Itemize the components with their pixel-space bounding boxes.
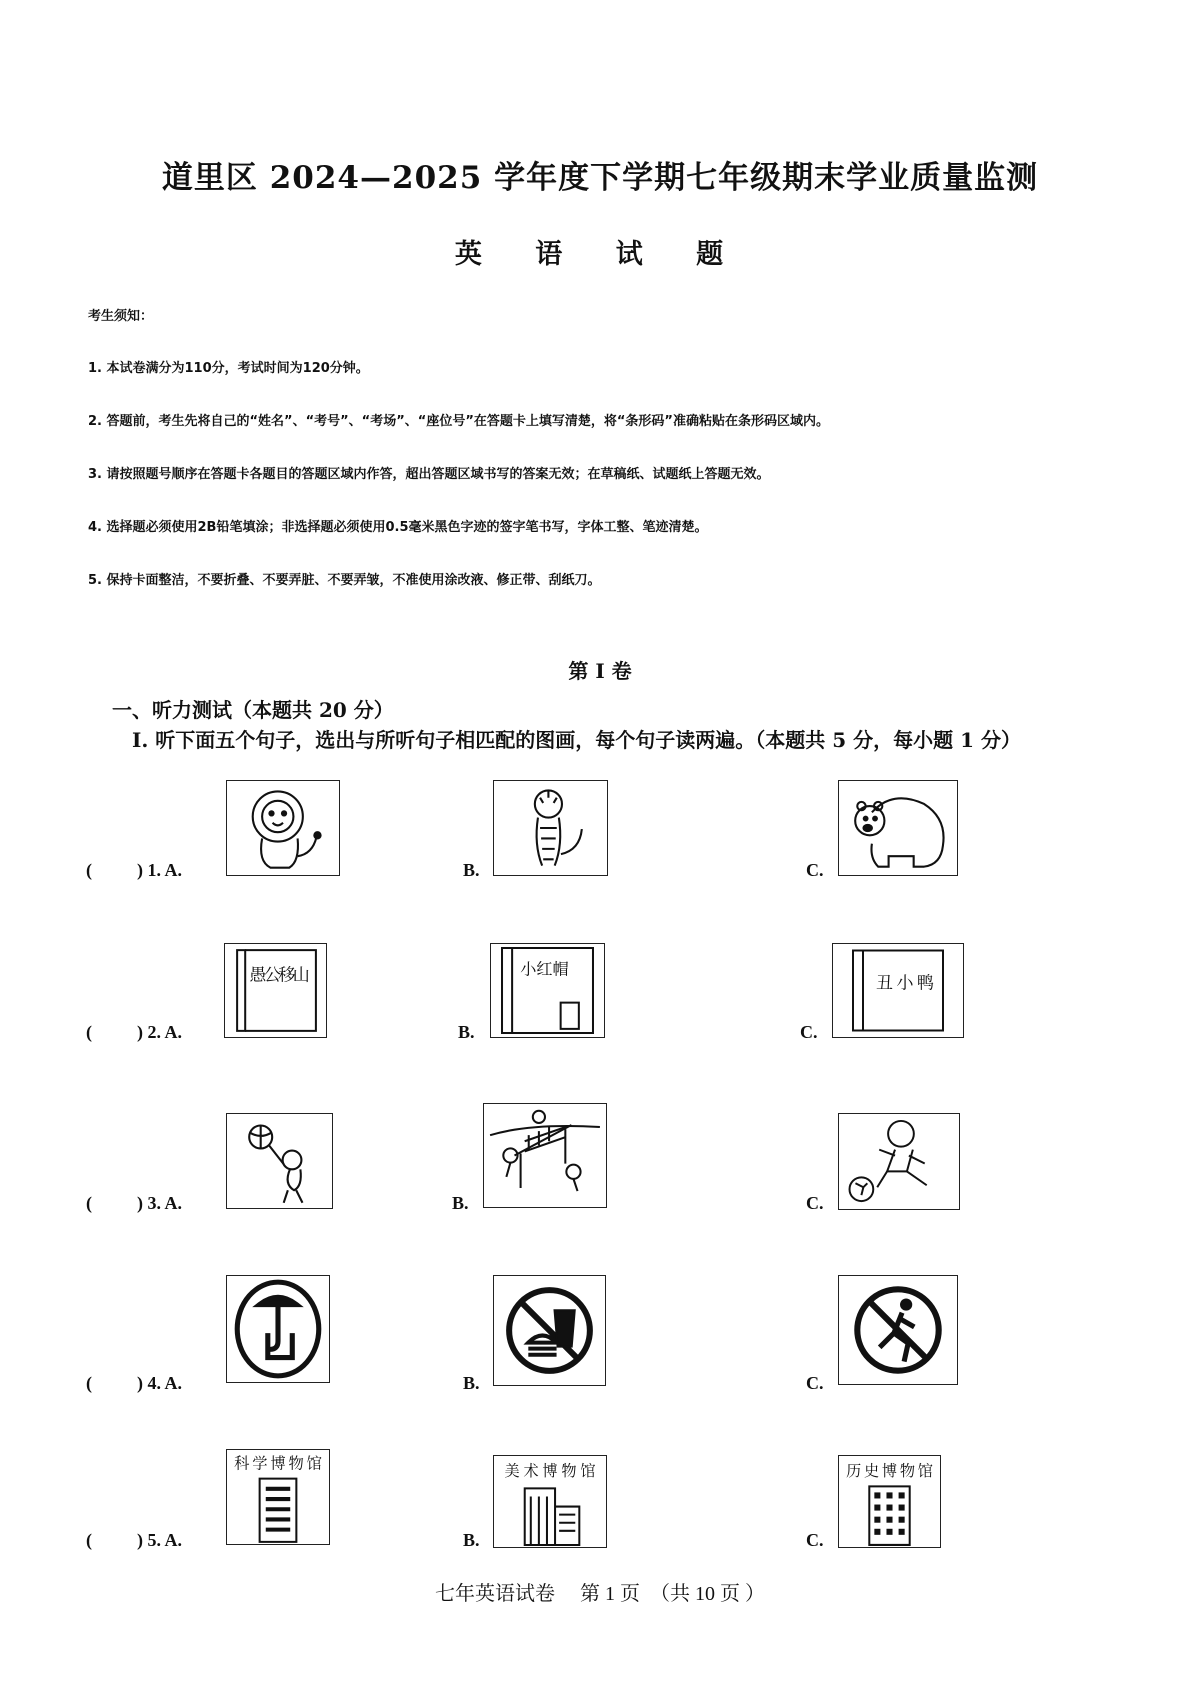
question-3-option-b: B. [452, 1193, 469, 1213]
book-icon[interactable] [490, 943, 605, 1038]
question-2-option-c: C. [800, 1022, 818, 1042]
building-icon[interactable] [493, 1455, 607, 1548]
lion-icon[interactable] [226, 780, 340, 876]
question-4-option-c: C. [806, 1373, 824, 1393]
no-running-sign-icon[interactable] [838, 1275, 958, 1385]
subject-title: 英 语 试 题 [454, 239, 746, 270]
question-1-option-b: B. [463, 860, 480, 880]
question-4-label: ( ) 4. A. [86, 1373, 182, 1393]
keep-dry-sign-icon[interactable] [226, 1275, 330, 1383]
question-1-label: ( ) 1. A. [86, 860, 182, 880]
question-3-label: ( ) 3. A. [86, 1193, 182, 1213]
no-food-sign-icon[interactable] [493, 1275, 606, 1386]
museum-a-name: 科学博物馆 [234, 1454, 322, 1473]
book-icon[interactable] [832, 943, 964, 1038]
notice-item-3: 3. 请按照题号顺序在答题卡各题目的答题区域内作答，超出答题区域书写的答案无效；在草稿纸、试题纸上答题无效。 [88, 467, 770, 482]
question-5-option-b: B. [463, 1530, 480, 1550]
part-title: 第 I 卷 [568, 659, 632, 683]
bear-icon[interactable] [838, 780, 958, 876]
soccer-icon[interactable] [838, 1113, 960, 1210]
question-3-option-c: C. [806, 1193, 824, 1213]
question-2-option-b: B. [458, 1022, 475, 1042]
museum-c-name: 历史博物馆 [846, 1462, 933, 1481]
book-b-title: 小红帽 [520, 959, 569, 979]
tiger-icon[interactable] [493, 780, 608, 876]
notice-item-5: 5. 保持卡面整洁，不要折叠、不要弄脏、不要弄皱，不准使用涂改液、修正带、刮纸刀。 [88, 573, 601, 588]
notice-item-1: 1. 本试卷满分为110分，考试时间为120分钟。 [88, 361, 369, 376]
notice-heading: 考生须知： [88, 309, 154, 324]
question-5-option-c: C. [806, 1530, 824, 1550]
notice-item-2: 2. 答题前，考生先将自己的“姓名”、“考号”、“考场”、“座位号”在答题卡上填写清楚，将“条形码”准确粘贴在条形码区域内。 [88, 414, 829, 429]
section-title: 一、听力测试（本题共 20 分） [112, 698, 394, 722]
book-c-title: 丑小鸭 [876, 973, 934, 994]
basketball-icon[interactable] [226, 1113, 333, 1209]
book-a-title: 愚公移山 [249, 965, 310, 986]
museum-b-name: 美术博物馆 [504, 1462, 596, 1481]
question-2-label: ( ) 2. A. [86, 1022, 182, 1042]
notice-item-4: 4. 选择题必须使用2B铅笔填涂；非选择题必须使用0.5毫米黑色字迹的签字笔书写，字体工整、笔迹清楚。 [88, 520, 708, 535]
page-footer: 七年英语试卷 第 1 页 （共 10 页 ） [435, 1583, 765, 1605]
exam-title: 道里区 2024—2025 学年度下学期七年级期末学业质量监测 [161, 160, 1039, 196]
section-instruction: I. 听下面五个句子，选出与所听句子相匹配的图画，每个句子读两遍。（本题共 5 分，每小题 1 分） [132, 728, 1021, 752]
question-1-option-c: C. [806, 860, 824, 880]
book-icon[interactable] [224, 943, 327, 1038]
volleyball-icon[interactable] [483, 1103, 607, 1208]
building-icon[interactable] [226, 1449, 330, 1545]
question-4-option-b: B. [463, 1373, 480, 1393]
question-5-label: ( ) 5. A. [86, 1530, 182, 1550]
building-icon[interactable] [838, 1455, 941, 1548]
